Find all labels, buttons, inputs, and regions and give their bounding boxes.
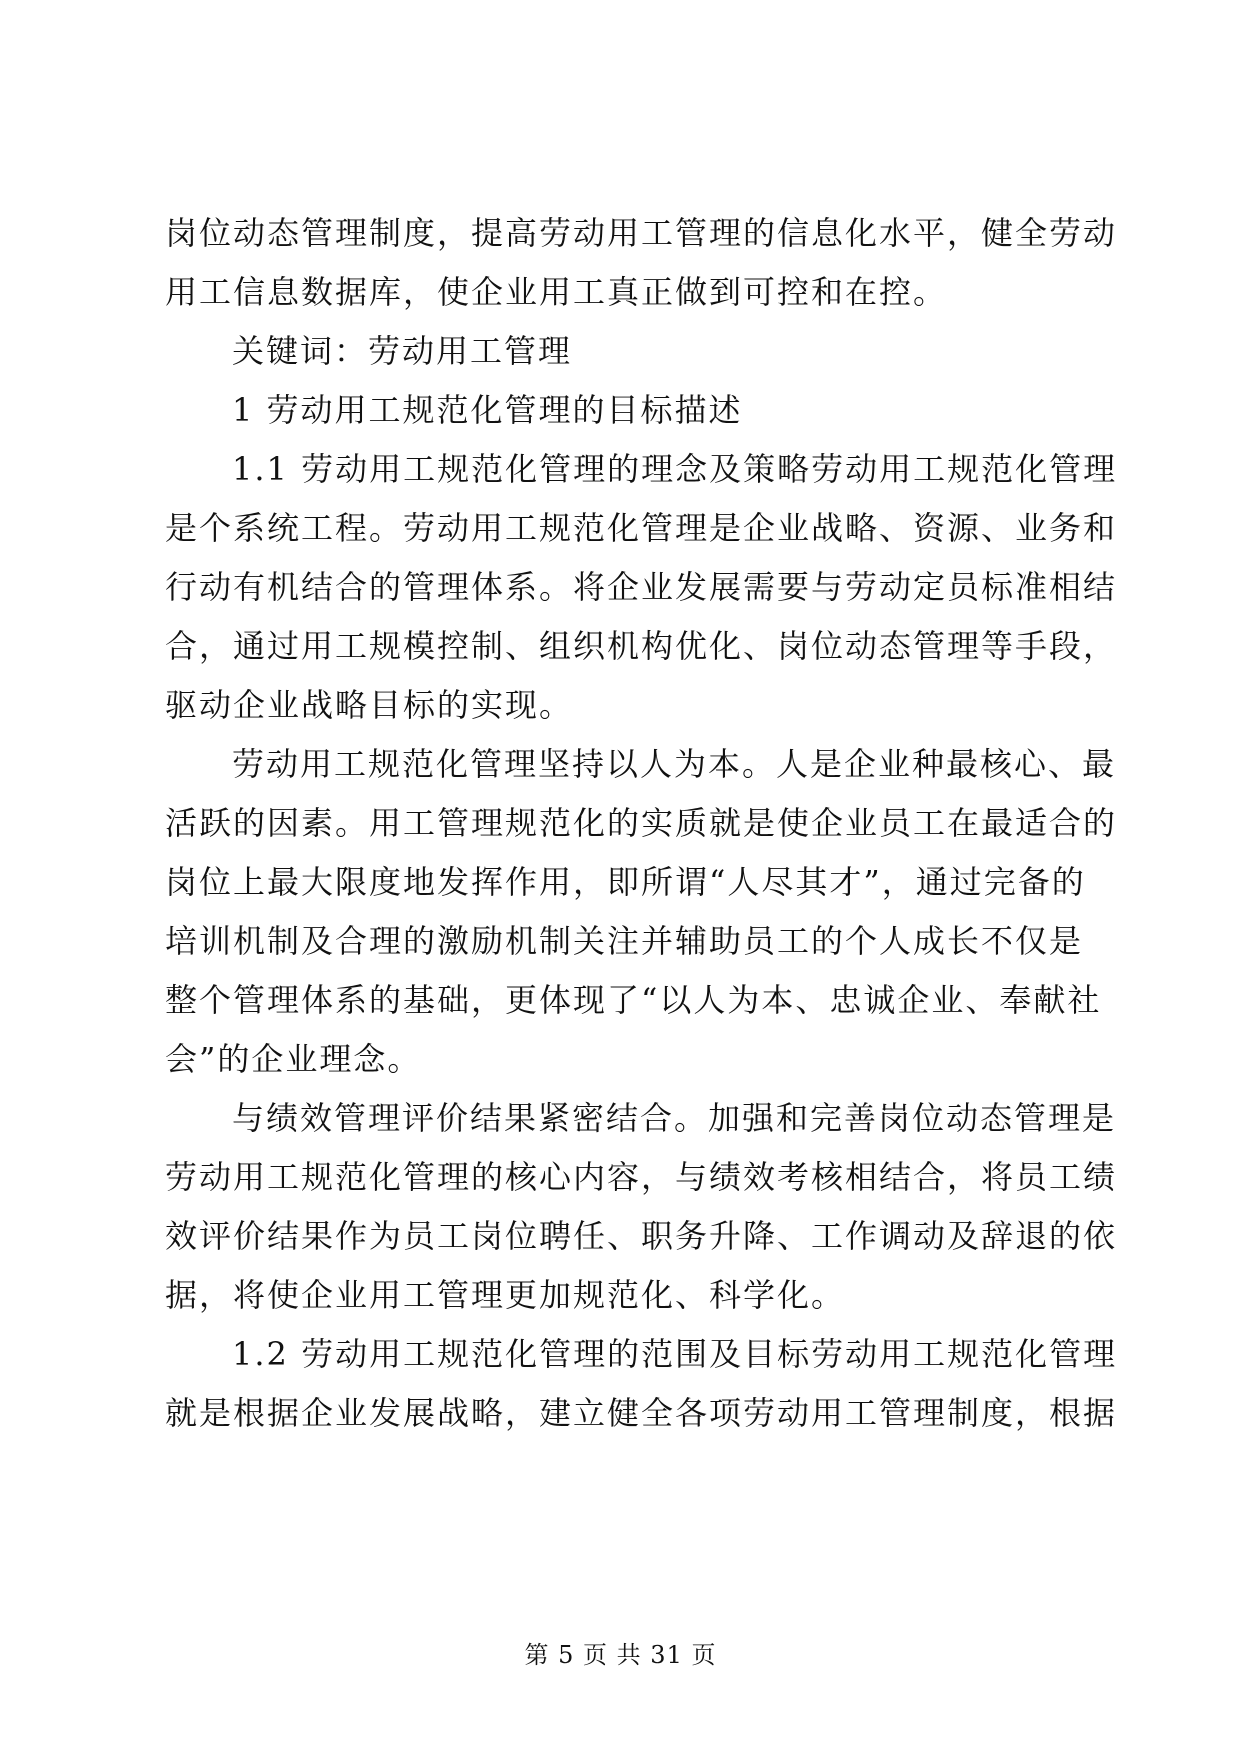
body-text-line: 就是根据企业发展战略，建立健全各项劳动用工管理制度，根据: [165, 1394, 1118, 1432]
page-number-footer: 第 5 页 共 31 页: [524, 1641, 717, 1669]
body-text-line: 岗位上最大限度地发挥作用，即所谓“人尽其才”，通过完备的: [165, 863, 1086, 901]
paragraph-first-line: 劳动用工规范化管理坚持以人为本。人是企业种最核心、最: [232, 745, 1117, 783]
paragraph-first-line: 与绩效管理评价结果紧密结合。加强和完善岗位动态管理是: [232, 1099, 1117, 1137]
body-text-line: 岗位动态管理制度，提高劳动用工管理的信息化水平，健全劳动: [165, 214, 1118, 252]
body-text-line: 驱动企业战略目标的实现。: [165, 686, 574, 724]
body-text-line: 合，通过用工规模控制、组织机构优化、岗位动态管理等手段，: [165, 627, 1118, 665]
body-text-line: 用工信息数据库，使企业用工真正做到可控和在控。: [165, 273, 948, 311]
subsection-heading-line: 1.2 劳动用工规范化管理的范围及目标劳动用工规范化管理: [232, 1335, 1118, 1373]
body-text-line: 效评价结果作为员工岗位聘任、职务升降、工作调动及辞退的依: [165, 1217, 1118, 1255]
body-text-line: 培训机制及合理的激励机制关注并辅助员工的个人成长不仅是: [165, 922, 1084, 960]
body-text-line: 整个管理体系的基础，更体现了“以人为本、忠诚企业、奉献社: [165, 981, 1102, 1019]
body-text-line: 活跃的因素。用工管理规范化的实质就是使企业员工在最适合的: [165, 804, 1118, 842]
body-text-line: 行动有机结合的管理体系。将企业发展需要与劳动定员标准相结: [165, 568, 1118, 606]
keywords-line: 关键词：劳动用工管理: [232, 332, 573, 370]
body-text-line: 据，将使企业用工管理更加规范化、科学化。: [165, 1276, 846, 1314]
body-text-line: 会”的企业理念。: [165, 1040, 422, 1078]
body-text-line: 是个系统工程。劳动用工规范化管理是企业战略、资源、业务和: [165, 509, 1118, 547]
section-heading: 1 劳动用工规范化管理的目标描述: [232, 391, 743, 429]
subsection-heading-line: 1.1 劳动用工规范化管理的理念及策略劳动用工规范化管理: [232, 450, 1118, 488]
body-text-line: 劳动用工规范化管理的核心内容，与绩效考核相结合，将员工绩: [165, 1158, 1118, 1196]
